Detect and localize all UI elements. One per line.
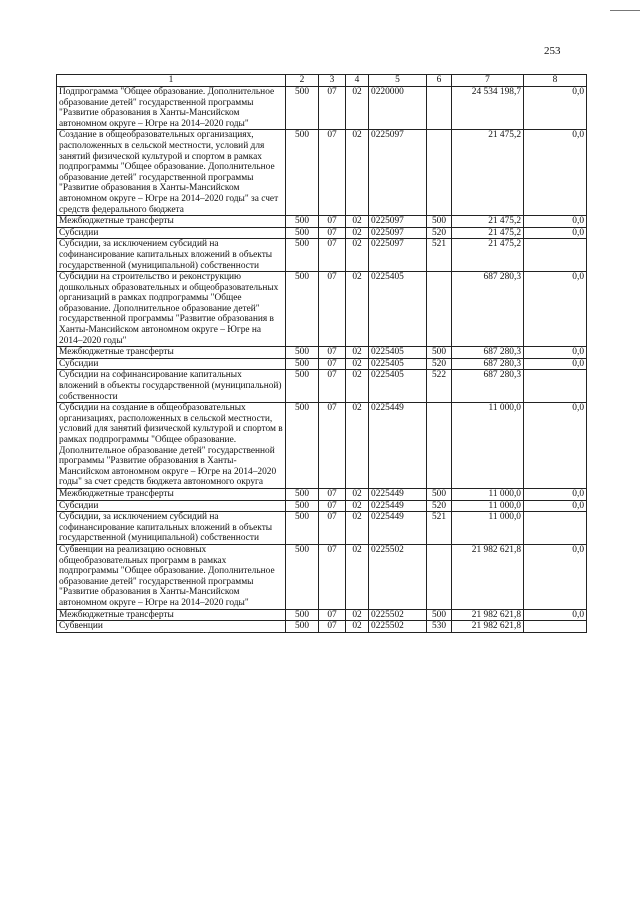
target-article-cell: 0225405 — [369, 347, 427, 359]
second-amount-cell — [524, 370, 587, 403]
target-article-cell: 0225502 — [369, 609, 427, 621]
section-cell: 07 — [319, 358, 346, 370]
admin-code-cell: 500 — [286, 500, 319, 512]
column-header-5: 5 — [369, 75, 427, 87]
admin-code-cell: 500 — [286, 609, 319, 621]
admin-code-cell: 500 — [286, 403, 319, 489]
target-article-cell: 0225097 — [369, 130, 427, 216]
target-article-cell: 0225449 — [369, 500, 427, 512]
second-amount-cell: 0,0 — [524, 272, 587, 347]
target-article-cell: 0225097 — [369, 227, 427, 239]
second-amount-cell: 0,0 — [524, 227, 587, 239]
admin-code-cell: 500 — [286, 358, 319, 370]
description-cell: Создание в общеобразовательных организациях, расположенных в сельской местности, условий для занятий физической культурой и спортом в рамках подпрограммы "Общее образование. Дополнительное образование детей" государственной программы "Развитие образования в Ханты-Мансийском автономном округе – Югре на 2014–2020 годы" за счет средств федерального бюджета — [57, 130, 286, 216]
section-cell: 07 — [319, 370, 346, 403]
second-amount-cell — [524, 621, 587, 633]
second-amount-cell: 0,0 — [524, 544, 587, 609]
amount-cell: 687 280,3 — [452, 370, 524, 403]
admin-code-cell: 500 — [286, 227, 319, 239]
section-cell: 07 — [319, 403, 346, 489]
table-row — [57, 609, 587, 621]
section-cell: 07 — [319, 500, 346, 512]
expense-type-cell: 520 — [427, 227, 452, 239]
description-cell: Субсидии на строительство и реконструкцию дошкольных образовательных и общеобразовательных организаций в рамках подпрограммы "Общее образование. Дополнительное образование детей" государственной программы "Развитие образования в Ханты-Мансийском автономном округе – Югре на 2014–2020 годы" — [57, 272, 286, 347]
description-cell: Субсидии — [57, 500, 286, 512]
section-cell: 07 — [319, 130, 346, 216]
description-cell: Субсидии, за исключением субсидий на софинансирование капитальных вложений в объекты государственной (муниципальной) собственности — [57, 239, 286, 272]
admin-code-cell: 500 — [286, 130, 319, 216]
budget-table — [56, 74, 587, 633]
second-amount-cell: 0,0 — [524, 358, 587, 370]
admin-code-cell: 500 — [286, 87, 319, 130]
section-cell: 07 — [319, 272, 346, 347]
admin-code-cell: 500 — [286, 347, 319, 359]
expense-type-cell — [427, 87, 452, 130]
column-header-7: 7 — [452, 75, 524, 87]
amount-cell: 21 475,2 — [452, 239, 524, 272]
admin-code-cell: 500 — [286, 544, 319, 609]
subsection-cell: 02 — [346, 216, 369, 228]
admin-code-cell: 500 — [286, 216, 319, 228]
description-cell: Подпрограмма "Общее образование. Дополнительное образование детей" государственной программы "Развитие образования в Ханты-Мансийском автономном округе – Югре на 2014–2020 годы" — [57, 87, 286, 130]
subsection-cell: 02 — [346, 227, 369, 239]
expense-type-cell — [427, 544, 452, 609]
amount-cell: 687 280,3 — [452, 358, 524, 370]
target-article-cell: 0225405 — [369, 358, 427, 370]
amount-cell: 687 280,3 — [452, 272, 524, 347]
column-header-2: 2 — [286, 75, 319, 87]
subsection-cell: 02 — [346, 239, 369, 272]
description-cell: Субсидии на софинансирование капитальных вложений в объекты государственной (муниципальной) собственности — [57, 370, 286, 403]
table-row — [57, 358, 587, 370]
section-cell: 07 — [319, 488, 346, 500]
description-cell: Межбюджетные трансферты — [57, 216, 286, 228]
section-cell: 07 — [319, 544, 346, 609]
table-row — [57, 227, 587, 239]
subsection-cell: 02 — [346, 358, 369, 370]
description-cell: Субвенции на реализацию основных общеобразовательных программ в рамках подпрограммы "Общее образование. Дополнительное образование детей" государственной программы "Развитие образования в Ханты-Мансийском автономном округе – Югре на 2014–2020 годы" — [57, 544, 286, 609]
description-cell: Межбюджетные трансферты — [57, 347, 286, 359]
table-row — [57, 512, 587, 545]
second-amount-cell: 0,0 — [524, 500, 587, 512]
target-article-cell: 0225502 — [369, 544, 427, 609]
expense-type-cell: 522 — [427, 370, 452, 403]
target-article-cell: 0225449 — [369, 512, 427, 545]
target-article-cell: 0225502 — [369, 621, 427, 633]
target-article-cell: 0225097 — [369, 239, 427, 272]
subsection-cell: 02 — [346, 500, 369, 512]
amount-cell: 21 475,2 — [452, 216, 524, 228]
expense-type-cell: 500 — [427, 609, 452, 621]
column-header-6: 6 — [427, 75, 452, 87]
expense-type-cell — [427, 403, 452, 489]
table-row — [57, 621, 587, 633]
table-row — [57, 544, 587, 609]
section-cell: 07 — [319, 87, 346, 130]
table-row — [57, 216, 587, 228]
subsection-cell: 02 — [346, 403, 369, 489]
column-header-1: 1 — [57, 75, 286, 87]
subsection-cell: 02 — [346, 130, 369, 216]
section-cell: 07 — [319, 512, 346, 545]
second-amount-cell: 0,0 — [524, 87, 587, 130]
admin-code-cell: 500 — [286, 272, 319, 347]
amount-cell: 21 982 621,8 — [452, 609, 524, 621]
table-row — [57, 500, 587, 512]
amount-cell: 21 982 621,8 — [452, 544, 524, 609]
column-header-3: 3 — [319, 75, 346, 87]
description-cell: Межбюджетные трансферты — [57, 609, 286, 621]
section-cell: 07 — [319, 621, 346, 633]
expense-type-cell: 530 — [427, 621, 452, 633]
target-article-cell: 0225097 — [369, 216, 427, 228]
column-header-4: 4 — [346, 75, 369, 87]
amount-cell: 24 534 198,7 — [452, 87, 524, 130]
section-cell: 07 — [319, 609, 346, 621]
table-header — [57, 75, 587, 87]
second-amount-cell — [524, 239, 587, 272]
second-amount-cell: 0,0 — [524, 403, 587, 489]
subsection-cell: 02 — [346, 347, 369, 359]
admin-code-cell: 500 — [286, 621, 319, 633]
table-row — [57, 403, 587, 489]
amount-cell: 21 475,2 — [452, 130, 524, 216]
target-article-cell: 0225449 — [369, 488, 427, 500]
table-row — [57, 130, 587, 216]
amount-cell: 11 000,0 — [452, 512, 524, 545]
second-amount-cell: 0,0 — [524, 130, 587, 216]
target-article-cell: 0225405 — [369, 370, 427, 403]
expense-type-cell: 500 — [427, 488, 452, 500]
subsection-cell: 02 — [346, 512, 369, 545]
expense-type-cell: 521 — [427, 239, 452, 272]
target-article-cell: 0225449 — [369, 403, 427, 489]
top-edge-rule — [610, 10, 640, 11]
amount-cell: 21 982 621,8 — [452, 621, 524, 633]
subsection-cell: 02 — [346, 609, 369, 621]
subsection-cell: 02 — [346, 544, 369, 609]
target-article-cell: 0225405 — [369, 272, 427, 347]
expense-type-cell: 521 — [427, 512, 452, 545]
section-cell: 07 — [319, 239, 346, 272]
table-row — [57, 488, 587, 500]
table-row — [57, 347, 587, 359]
subsection-cell: 02 — [346, 621, 369, 633]
subsection-cell: 02 — [346, 87, 369, 130]
amount-cell: 11 000,0 — [452, 488, 524, 500]
section-cell: 07 — [319, 227, 346, 239]
admin-code-cell: 500 — [286, 239, 319, 272]
amount-cell: 687 280,3 — [452, 347, 524, 359]
section-cell: 07 — [319, 216, 346, 228]
table-row — [57, 87, 587, 130]
description-cell: Субсидии, за исключением субсидий на софинансирование капитальных вложений в объекты государственной (муниципальной) собственности — [57, 512, 286, 545]
table-body — [57, 87, 587, 633]
table-row — [57, 370, 587, 403]
expense-type-cell: 500 — [427, 216, 452, 228]
second-amount-cell: 0,0 — [524, 347, 587, 359]
admin-code-cell: 500 — [286, 488, 319, 500]
section-cell: 07 — [319, 347, 346, 359]
subsection-cell: 02 — [346, 272, 369, 347]
subsection-cell: 02 — [346, 488, 369, 500]
subsection-cell: 02 — [346, 370, 369, 403]
admin-code-cell: 500 — [286, 370, 319, 403]
column-header-8: 8 — [524, 75, 587, 87]
table-row — [57, 272, 587, 347]
page-number: 253 — [544, 45, 561, 57]
second-amount-cell: 0,0 — [524, 488, 587, 500]
description-cell: Субвенции — [57, 621, 286, 633]
second-amount-cell — [524, 512, 587, 545]
expense-type-cell: 520 — [427, 500, 452, 512]
expense-type-cell — [427, 272, 452, 347]
expense-type-cell — [427, 130, 452, 216]
amount-cell: 21 475,2 — [452, 227, 524, 239]
description-cell: Межбюджетные трансферты — [57, 488, 286, 500]
description-cell: Субсидии — [57, 227, 286, 239]
target-article-cell: 0220000 — [369, 87, 427, 130]
description-cell: Субсидии на создание в общеобразовательных организациях, расположенных в сельской местности, условий для занятий физической культурой и спортом в рамках подпрограммы "Общее образование. Дополнительное образование детей" государственной программы "Развитие образования в Ханты-Мансийском автономном округе – Югре на 2014–2020 годы" за счет средств бюджета автономного округа — [57, 403, 286, 489]
expense-type-cell: 520 — [427, 358, 452, 370]
amount-cell: 11 000,0 — [452, 403, 524, 489]
amount-cell: 11 000,0 — [452, 500, 524, 512]
expense-type-cell: 500 — [427, 347, 452, 359]
table-row — [57, 239, 587, 272]
description-cell: Субсидии — [57, 358, 286, 370]
second-amount-cell: 0,0 — [524, 609, 587, 621]
second-amount-cell: 0,0 — [524, 216, 587, 228]
admin-code-cell: 500 — [286, 512, 319, 545]
header-row — [57, 75, 587, 87]
